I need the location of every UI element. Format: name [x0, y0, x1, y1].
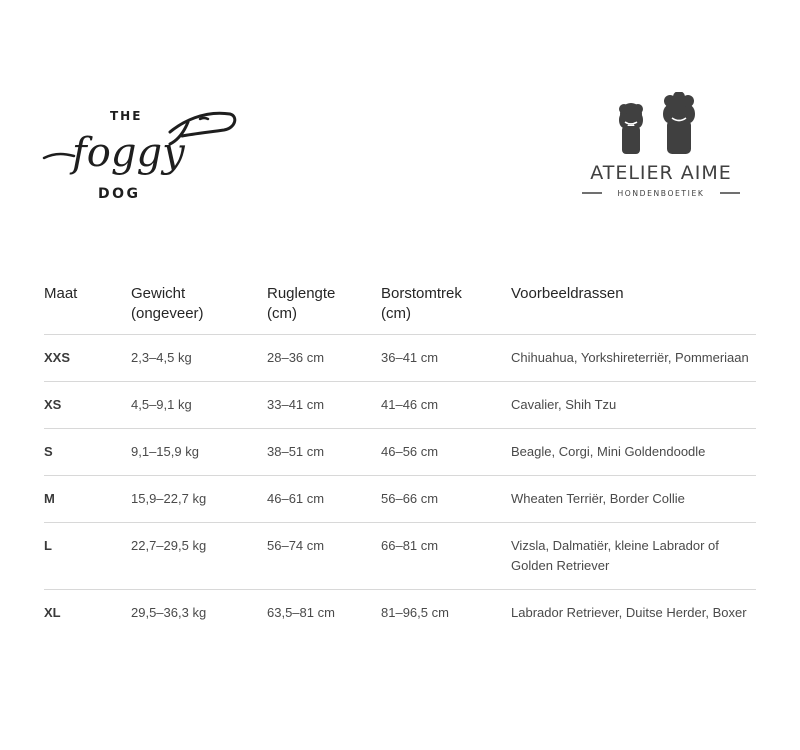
table-row [44, 429, 756, 476]
header-back-length [267, 284, 381, 335]
cell-size: XL [44, 605, 61, 620]
cell-breeds: Cavalier, Shih Tzu [511, 382, 756, 429]
header-weight-line2: (ongeveer) [131, 305, 204, 322]
cell-weight: 2,3–4,5 kg [131, 335, 267, 382]
foggy-dog-logo-graphic [42, 92, 237, 204]
table-row [44, 382, 756, 429]
cell-back-length: 33–41 cm [267, 382, 381, 429]
cell-breeds: Beagle, Corgi, Mini Goldendoodle [511, 429, 756, 476]
header-breeds-label: Voorbeeldrassen [511, 285, 624, 302]
cell-breeds: Labrador Retriever, Duitse Herder, Boxer [511, 605, 747, 620]
atelier-name-text: ATELIER AIME [590, 162, 732, 184]
cell-chest: 56–66 cm [381, 476, 511, 523]
cell-chest: 46–56 cm [381, 429, 511, 476]
header-back-line2: (cm) [267, 305, 297, 322]
two-dogs-icon [619, 92, 695, 154]
cell-back-length: 38–51 cm [267, 429, 381, 476]
header-chest-line2: (cm) [381, 305, 411, 322]
header-chest-line1: Borstomtrek [381, 285, 462, 302]
cell-breeds: Wheaten Terriër, Border Collie [511, 476, 756, 523]
header-size [44, 284, 131, 335]
atelier-aime-logo [578, 92, 744, 200]
cell-breeds: Vizsla, Dalmatiër, kleine Labrador of Golden Retriever [511, 523, 756, 590]
header-chest [381, 284, 511, 335]
header-back-line1: Ruglengte [267, 285, 336, 302]
cell-size: L [44, 523, 131, 590]
foggy-dog-logo [42, 92, 237, 204]
logo-the-text: THE [110, 109, 143, 123]
cell-chest: 36–41 cm [381, 335, 511, 382]
header-weight-line1: Gewicht [131, 285, 186, 302]
cell-weight: 22,7–29,5 kg [131, 523, 267, 590]
table-header-row [44, 284, 756, 335]
cell-back-length: 46–61 cm [267, 476, 381, 523]
cell-back-length: 63,5–81 cm [267, 605, 335, 620]
cell-weight: 9,1–15,9 kg [131, 429, 267, 476]
table-row [44, 523, 756, 590]
cell-chest: 66–81 cm [381, 523, 511, 590]
size-chart-table [44, 284, 756, 636]
cell-weight: 15,9–22,7 kg [131, 476, 267, 523]
logo-script-text: foggy [72, 130, 185, 176]
cell-back-length: 56–74 cm [267, 523, 381, 590]
logo-dog-text: DOG [98, 186, 141, 202]
table-row [44, 590, 756, 637]
cell-size: XXS [44, 335, 131, 382]
cell-weight: 4,5–9,1 kg [131, 382, 267, 429]
header-breeds [511, 284, 756, 335]
cell-back-length: 28–36 cm [267, 335, 381, 382]
cell-chest: 81–96,5 cm [381, 605, 449, 620]
cell-breeds: Chihuahua, Yorkshireterriër, Pommeriaan [511, 335, 756, 382]
logo-script-swash [44, 154, 74, 158]
table-row [44, 335, 756, 382]
table-row [44, 476, 756, 523]
atelier-aime-logo-graphic [578, 92, 744, 200]
cell-weight: 29,5–36,3 kg [131, 605, 207, 620]
header-size-label: Maat [44, 285, 78, 302]
atelier-subtitle-text: HONDENBOETIEK [617, 189, 705, 198]
header-weight [131, 284, 267, 335]
cell-size: XS [44, 382, 131, 429]
cell-chest: 41–46 cm [381, 382, 511, 429]
cell-size: M [44, 476, 131, 523]
dog-eye-mark [200, 118, 208, 119]
cell-size: S [44, 429, 131, 476]
